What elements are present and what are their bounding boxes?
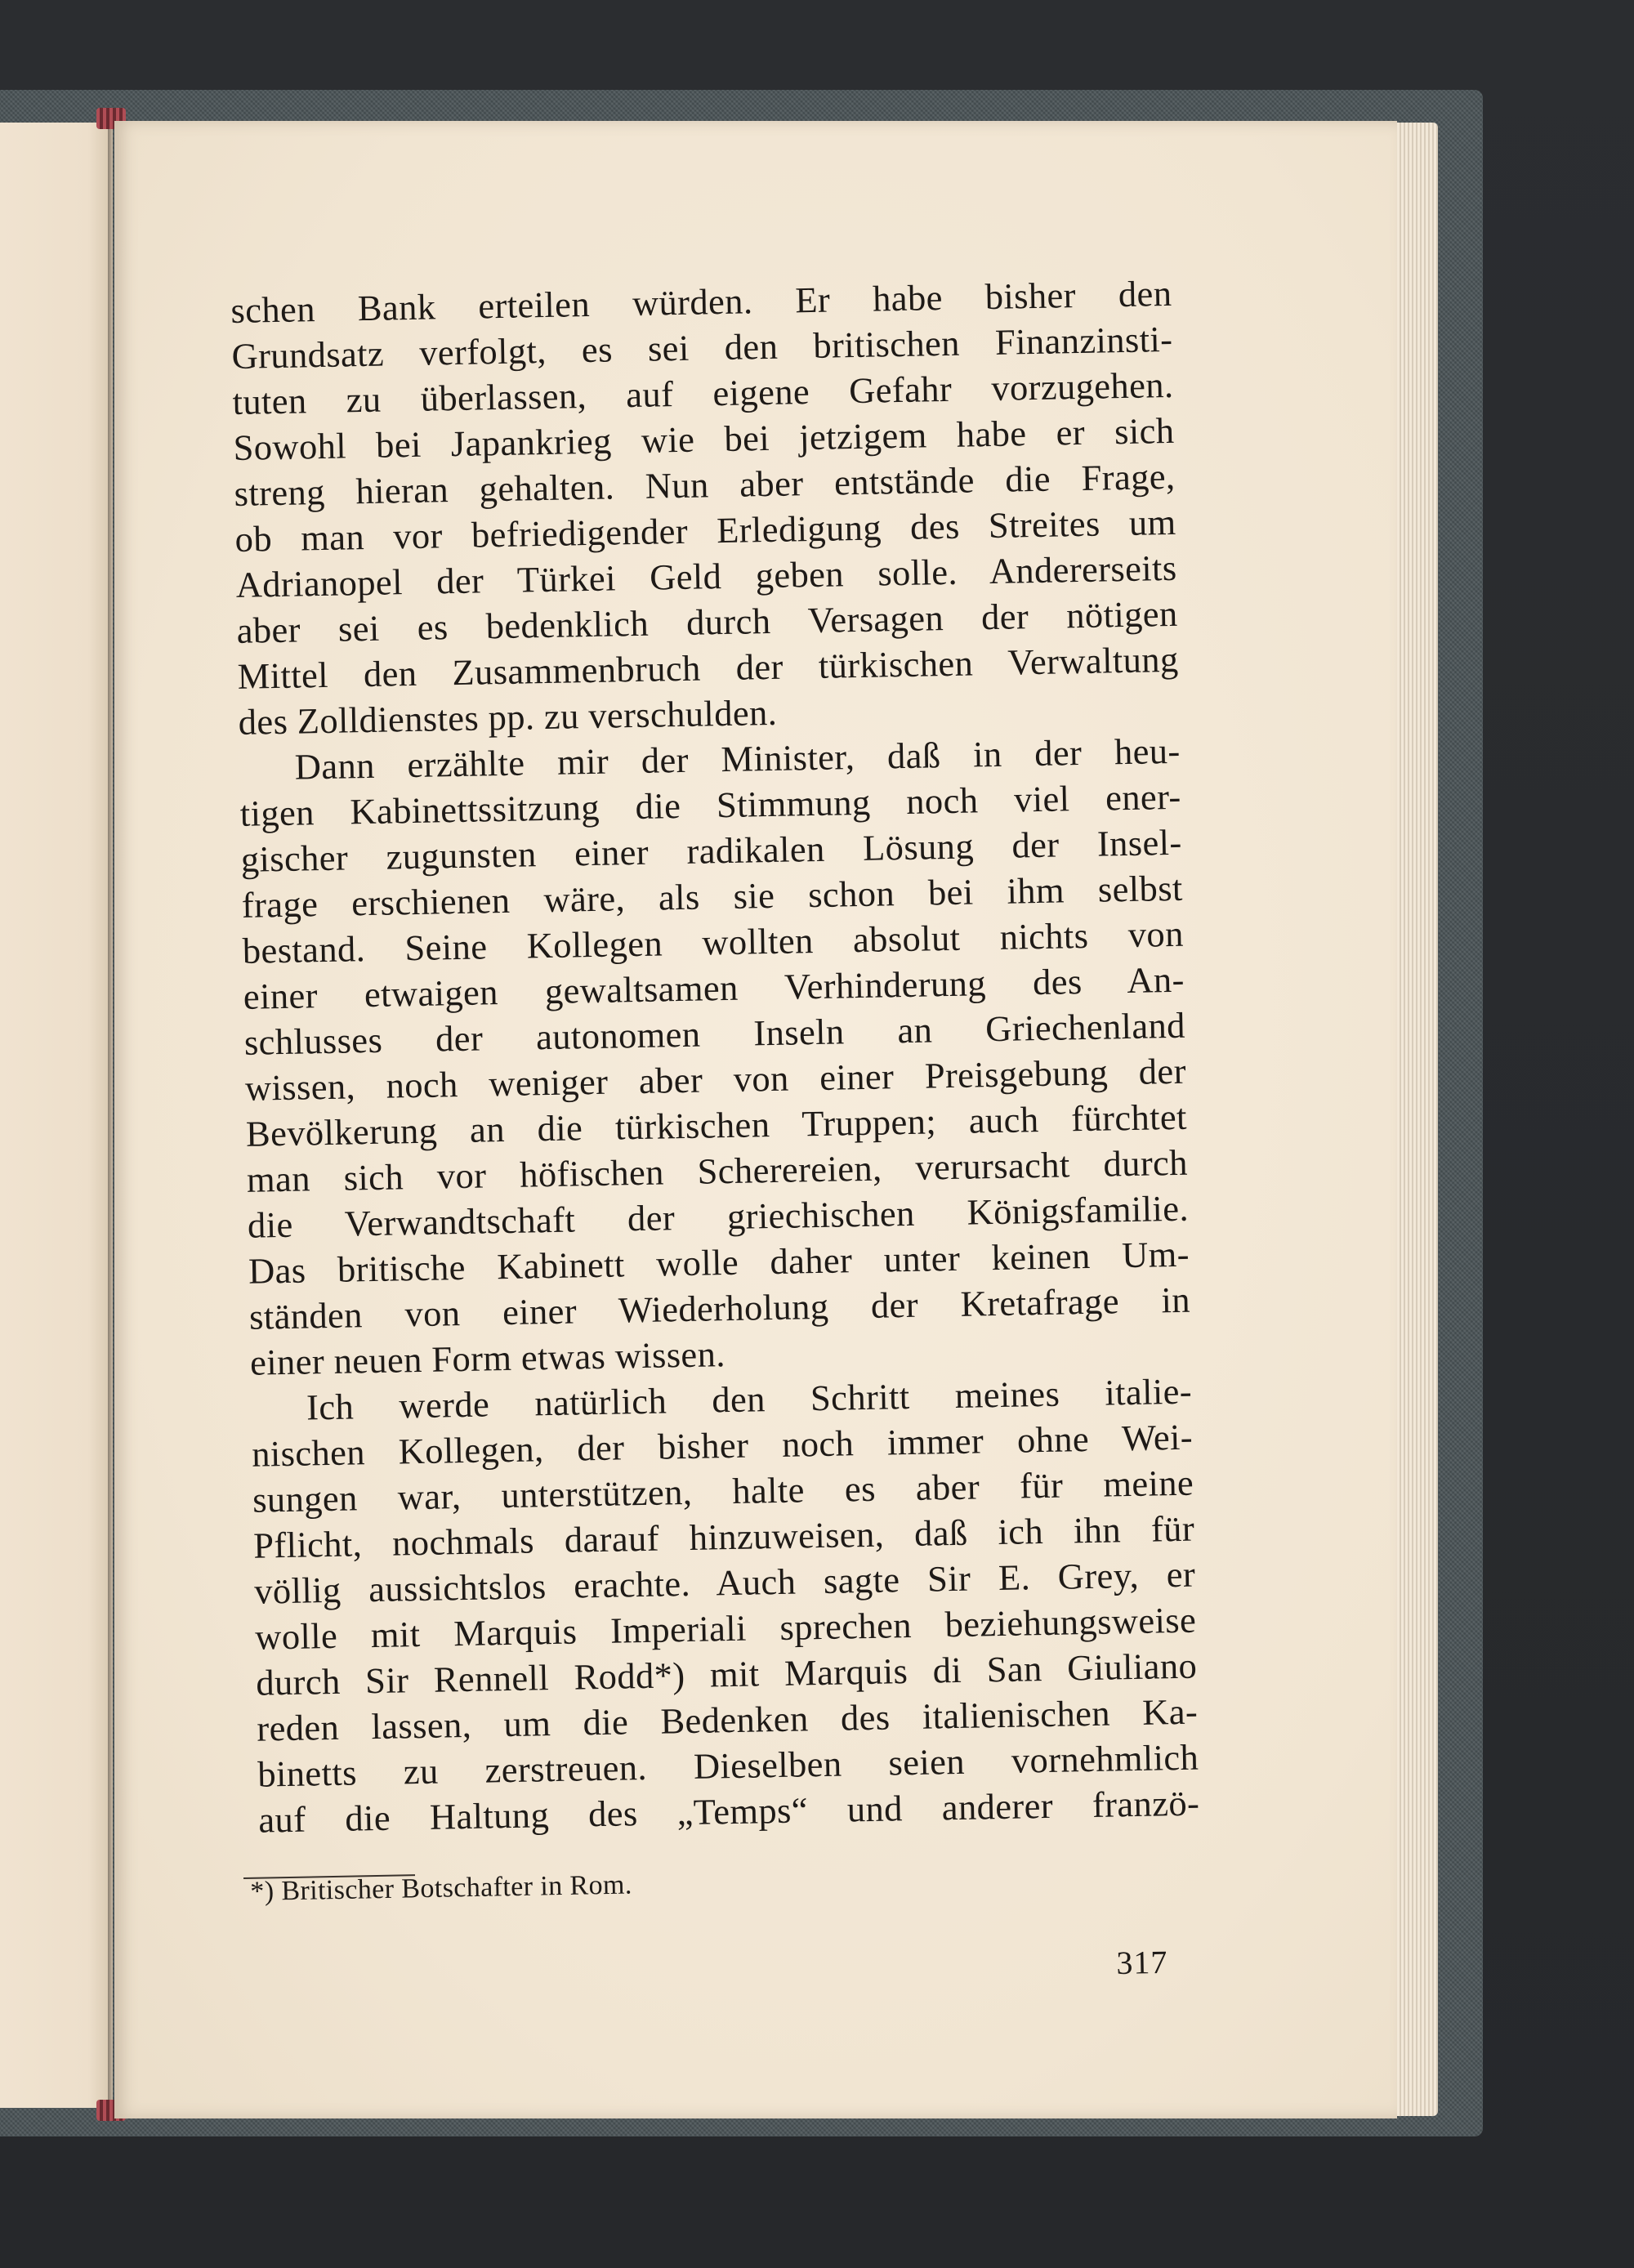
- text-line: des Zolldienstes pp. zu verschulden.: [238, 691, 778, 743]
- text-line: bestand. Seine Kollegen wollten absolut nichts von: [242, 913, 1185, 971]
- text-line: Dann erzählte mir der Minister, daß in der heu-: [294, 730, 1181, 788]
- text-line: reden lassen, um die Bedenken des italienischen Ka-: [256, 1690, 1199, 1749]
- text-line: einer neuen Form etwas wissen.: [249, 1333, 726, 1383]
- text-line: tuten zu überlassen, auf eigene Gefahr vorzugehen.: [232, 364, 1174, 422]
- text-line: Sowohl bei Japankrieg wie bei jetzigem habe er sich: [233, 409, 1175, 468]
- text-line: Mittel den Zusammenbruch der türkischen Verwaltung: [237, 638, 1179, 697]
- text-line: gischer zugunsten einer radikalen Lösung der Insel-: [240, 821, 1183, 880]
- text-line: schen Bank erteilen würden. Er habe bisher den: [230, 272, 1172, 331]
- text-line: wolle mit Marquis Imperiali sprechen beziehungsweise: [254, 1599, 1197, 1658]
- page-number: 317: [1116, 1943, 1168, 1981]
- text-line: nischen Kollegen, der bisher noch immer ohne Wei-: [251, 1416, 1194, 1475]
- text-line: Das britische Kabinett wolle daher unter keinen Um-: [248, 1233, 1190, 1292]
- text-line: Grundsatz verfolgt, es sei den britischen Finanzinsti-: [231, 318, 1173, 377]
- text-line: Ich werde natürlich den Schritt meines italie-: [306, 1370, 1193, 1428]
- text-line: binetts zu zerstreuen. Dieselben seien vornehmlich: [257, 1736, 1199, 1795]
- text-line: ob man vor befriedigender Erledigung des Streites um: [234, 501, 1176, 560]
- gutter-shadow: [108, 123, 113, 2108]
- text-line: sungen war, unterstützen, halte es aber für meine: [252, 1462, 1194, 1520]
- footnote: *) Britischer Botschafter in Rom.: [250, 1869, 633, 1907]
- text-line: völlig aussichtslos erachte. Auch sagte Sir E. Grey, er: [253, 1553, 1196, 1612]
- text-line: auf die Haltung des „Temps“ und anderer franzö-: [257, 1782, 1200, 1841]
- text-line: frage erschienen wäre, als sie schon bei ihm selbst: [241, 867, 1184, 926]
- text-line: durch Sir Rennell Rodd*) mit Marquis di San Giuliano: [255, 1645, 1198, 1703]
- text-line: wissen, noch weniger aber von einer Preisgebung der: [244, 1050, 1187, 1109]
- text-line: ständen von einer Wiederholung der Kretafrage in: [248, 1279, 1191, 1337]
- body-text: [230, 270, 1200, 1843]
- text-line: einer etwaigen gewaltsamen Verhinderung des An-: [243, 958, 1185, 1017]
- text-line: Adrianopel der Türkei Geld geben solle. Andererseits: [235, 547, 1177, 605]
- text-line: tigen Kabinettssitzung die Stimmung noch viel ener-: [239, 775, 1182, 834]
- text-line: streng hieran gehalten. Nun aber entstände die Frage,: [234, 455, 1176, 514]
- left-page-edge: [0, 123, 110, 2108]
- text-line: schlusses der autonomen Inseln an Griechenland: [243, 1004, 1186, 1063]
- text-line: man sich vor höfischen Scherereien, verursacht durch: [246, 1141, 1189, 1200]
- text-line: aber sei es bedenklich durch Versagen der nötigen: [236, 592, 1178, 651]
- text-line: die Verwandtschaft der griechischen Königsfamilie.: [247, 1187, 1190, 1246]
- text-line: Bevölkerung an die türkischen Truppen; auch fürchtet: [245, 1096, 1188, 1154]
- text-line: Pflicht, nochmals darauf hinzuweisen, daß ich ihn für: [252, 1507, 1195, 1566]
